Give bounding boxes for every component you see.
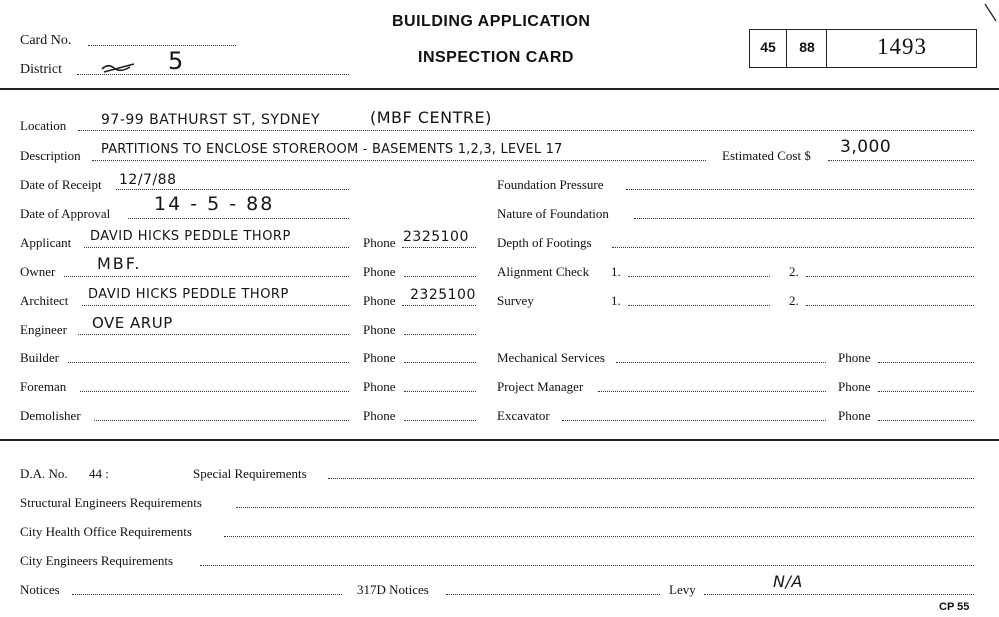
estimated-cost-label: Estimated Cost $ (722, 148, 811, 163)
builder-line (68, 362, 349, 363)
card-box-45: 45 (760, 39, 776, 55)
project-manager-label: Project Manager (497, 379, 584, 394)
depth-footings-line (612, 247, 974, 248)
applicant-label: Applicant (20, 235, 72, 250)
applicant-value: DAVID HICKS PEDDLE THORP (90, 229, 291, 244)
estimated-cost-value: 3,000 (840, 137, 892, 157)
owner-phone-line (404, 276, 476, 277)
architect-line (82, 305, 349, 306)
engineer-phone-line (404, 334, 476, 335)
applicant-phone-label: Phone (363, 235, 396, 250)
notices-label: Notices (20, 582, 60, 597)
city-health-label: City Health Office Requirements (20, 524, 192, 539)
da-no-value: 44 : (89, 466, 109, 481)
location-value: 97-99 BATHURST ST, SYDNEY (101, 112, 321, 128)
mechanical-line (616, 362, 826, 363)
excavator-phone-label: Phone (838, 408, 871, 423)
depth-footings-label: Depth of Footings (497, 235, 592, 250)
project-manager-phone-label: Phone (838, 379, 871, 394)
architect-phone-line (402, 305, 476, 306)
special-requirements-line (328, 478, 974, 479)
da-no-label: D.A. No. (20, 466, 68, 481)
title-line-1: BUILDING APPLICATION (392, 13, 591, 30)
estimated-cost-line (828, 160, 974, 161)
date-receipt-line (116, 189, 349, 190)
survey-1-line (628, 305, 770, 306)
architect-phone-value: 2325100 (410, 287, 476, 303)
description-value: PARTITIONS TO ENCLOSE STOREROOM - BASEMENTS 1,2,3, LEVEL 17 (101, 142, 563, 157)
applicant-phone-line (402, 247, 476, 248)
struck-district-mark (100, 60, 140, 76)
card-box-divider-1 (786, 29, 787, 68)
architect-label: Architect (20, 293, 69, 308)
date-approval-value: 14 - 5 - 88 (154, 193, 275, 215)
location-extra: (MBF CENTRE) (370, 108, 492, 127)
survey-1-label: 1. (611, 293, 621, 308)
mechanical-phone-line (878, 362, 974, 363)
excavator-phone-line (878, 420, 974, 421)
applicant-phone-value: 2325100 (403, 229, 469, 245)
alignment-2-line (806, 276, 974, 277)
survey-label: Survey (497, 293, 534, 308)
applicant-line (84, 247, 349, 248)
foreman-line (80, 391, 349, 392)
owner-line (64, 276, 349, 277)
card-box-divider-2 (826, 29, 827, 68)
description-label: Description (20, 148, 81, 163)
alignment-1-label: 1. (611, 264, 621, 279)
levy-line (704, 594, 974, 595)
top-rule (0, 88, 999, 90)
survey-2-line (806, 305, 974, 306)
date-receipt-label: Date of Receipt (20, 177, 102, 192)
engineer-line (78, 334, 349, 335)
engineer-value: OVE ARUP (92, 314, 173, 332)
city-health-line (224, 536, 974, 537)
city-engineers-label: City Engineers Requirements (20, 553, 174, 568)
excavator-label: Excavator (497, 408, 550, 423)
form-code: CP 55 (939, 601, 970, 613)
date-receipt-value: 12/7/88 (119, 172, 177, 188)
alignment-1-line (628, 276, 770, 277)
alignment-check-label: Alignment Check (497, 264, 590, 279)
levy-label: Levy (669, 582, 696, 597)
foundation-pressure-line (626, 189, 974, 190)
nature-foundation-label: Nature of Foundation (497, 206, 609, 221)
demolisher-phone-line (404, 420, 476, 421)
title-line-2: INSPECTION CARD (418, 49, 574, 66)
structural-line (236, 507, 974, 508)
location-label: Location (20, 118, 67, 133)
architect-value: DAVID HICKS PEDDLE THORP (88, 287, 289, 302)
card-no-label: Card No. (20, 33, 72, 48)
foreman-phone-line (404, 391, 476, 392)
demolisher-line (94, 420, 349, 421)
owner-value: MBF. (97, 254, 142, 273)
demolisher-phone-label: Phone (363, 408, 396, 423)
foreman-phone-label: Phone (363, 379, 396, 394)
levy-value: N/A (773, 572, 803, 591)
location-line (78, 130, 974, 131)
foreman-label: Foreman (20, 379, 67, 394)
engineer-label: Engineer (20, 322, 67, 337)
owner-phone-label: Phone (363, 264, 396, 279)
builder-label: Builder (20, 350, 59, 365)
excavator-line (562, 420, 826, 421)
card-box-88: 88 (799, 39, 815, 55)
foundation-pressure-label: Foundation Pressure (497, 177, 604, 192)
mechanical-label: Mechanical Services (497, 350, 605, 365)
special-requirements-label: Special Requirements (193, 466, 307, 481)
card-box-number: 1493 (877, 34, 927, 59)
317d-notices-line (446, 594, 660, 595)
survey-2-label: 2. (789, 293, 799, 308)
description-line (92, 160, 706, 161)
project-manager-phone-line (878, 391, 974, 392)
nature-foundation-line (634, 218, 974, 219)
project-manager-line (598, 391, 826, 392)
notices-line (72, 594, 342, 595)
date-approval-line (128, 218, 349, 219)
middle-rule (0, 439, 999, 441)
builder-phone-label: Phone (363, 350, 396, 365)
city-engineers-line (200, 565, 974, 566)
card-no-line (88, 45, 236, 46)
district-label: District (20, 62, 62, 77)
317d-notices-label: 317D Notices (357, 582, 429, 597)
demolisher-label: Demolisher (20, 408, 81, 423)
date-approval-label: Date of Approval (20, 206, 111, 221)
engineer-phone-label: Phone (363, 322, 396, 337)
corner-pen-mark (983, 2, 999, 24)
mechanical-phone-label: Phone (838, 350, 871, 365)
district-value: 5 (168, 47, 186, 75)
architect-phone-label: Phone (363, 293, 396, 308)
builder-phone-line (404, 362, 476, 363)
alignment-2-label: 2. (789, 264, 799, 279)
owner-label: Owner (20, 264, 56, 279)
structural-label: Structural Engineers Requirements (20, 495, 202, 510)
